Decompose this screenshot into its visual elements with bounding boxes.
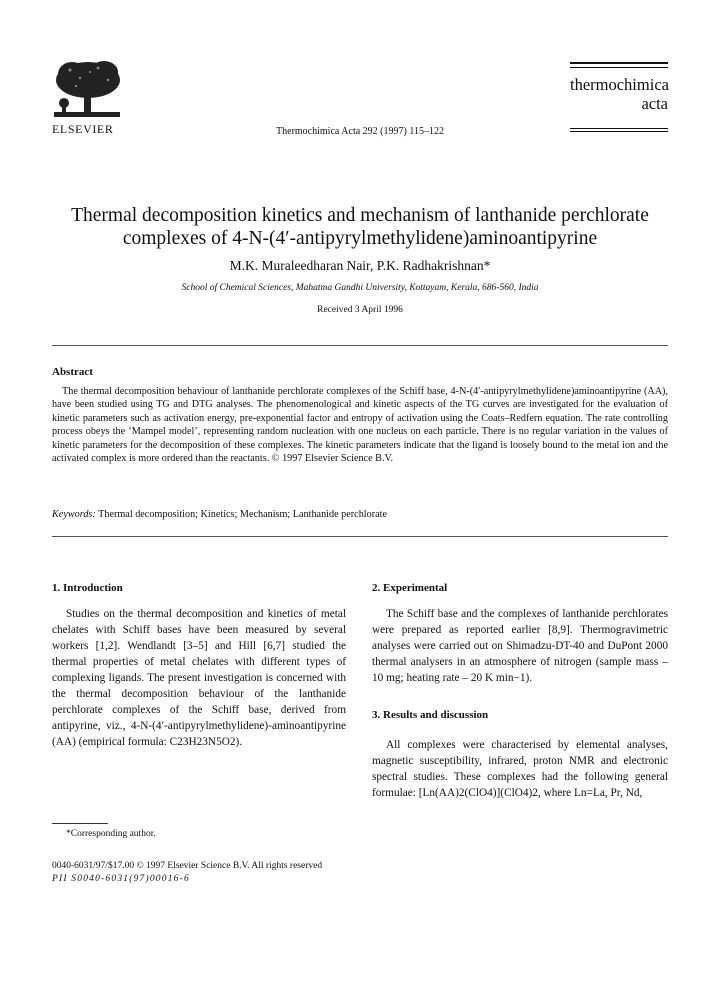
- journal-title: [570, 75, 668, 113]
- results-text: All complexes were characterised by elemental analyses, magnetic susceptibility, infrared, proton NMR and electronic spectral studies. These complexes had the following general formulae: [Ln(AA)2(ClO4)](ClO4)2, where Ln=La, Pr, Nd,: [372, 739, 668, 799]
- journal-rule: [570, 131, 668, 132]
- publisher-name: ELSEVIER: [52, 122, 114, 136]
- journal-rule: [570, 62, 668, 64]
- abstract-heading: Abstract: [52, 366, 93, 378]
- received-date: Received 3 April 1996: [317, 305, 403, 315]
- copyright-block: [52, 860, 322, 886]
- title-line: Thermal decomposition kinetics and mechanism of lanthanide perchlorate: [71, 205, 649, 226]
- title-line: complexes of 4-N-(4′-antipyrylmethylidene)aminoantipyrine: [122, 228, 598, 249]
- divider: [52, 536, 668, 537]
- section-heading-experimental: 2. Experimental: [372, 582, 448, 594]
- journal-rule: [570, 128, 668, 129]
- keywords: [52, 509, 668, 520]
- keywords-label: Keywords:: [52, 509, 96, 520]
- journal-citation: Thermochimica Acta 292 (1997) 115–122: [276, 126, 444, 137]
- footnote-rule: [52, 823, 108, 824]
- copyright-line: 0040-6031/97/$17.00 © 1997 Elsevier Science B.V. All rights reserved: [52, 861, 323, 871]
- elsevier-tree-logo: [50, 58, 124, 120]
- experimental-text: The Schiff base and the complexes of lanthanide perchlorates were prepared as reported earlier [8,9]. Thermogravimetric analyses were carried out on Shimadzu-DT-40 and DuPont 2000 thermal analysers in an atmosphere of nitrogen (sample mass – 10 mg; heating rate – 20 K min−1).: [372, 608, 668, 684]
- affiliation: School of Chemical Sciences, Mahatma Gandhi University, Kottayam, Kerala, 686-560, India: [181, 283, 539, 293]
- journal-title-line: acta: [641, 94, 668, 113]
- abstract-text: The thermal decomposition behaviour of lanthanide perchlorate complexes of the Schiff base, 4-N-(4′-antipyrylmethylidene)aminoantipyrine (AA), have been studied using TG and DTG analyses. The phenomenological and kinetic aspects of the TG curves are investigated for the evaluation of kinetic parameters such as activation energy, pre-exponential factor and entropy of activation using the Coats–Redfern equation. The rate controlling process obeys the ‘Mampel model’, representing random nucleation with one nucleus on each particle. There is no regular variation in the values of kinetic parameters for the decomposition of these complexes. The kinetic parameters indicate that the ligand is loosely bound to the metal ion and the activated complex is more ordered than the reactants. © 1997 Elsevier Science B.V.: [52, 386, 668, 465]
- article-title: [40, 204, 680, 250]
- section-heading-introduction: 1. Introduction: [52, 582, 123, 594]
- footnote: *Corresponding author.: [66, 829, 156, 839]
- authors: M.K. Muraleedharan Nair, P.K. Radhakrishnan*: [229, 258, 491, 273]
- divider: [52, 345, 668, 346]
- journal-title-line: thermochimica: [570, 75, 669, 94]
- section-heading-results: 3. Results and discussion: [372, 709, 489, 721]
- pii-line: PII S0040-6031(97)00016-6: [52, 874, 190, 884]
- journal-rule: [570, 67, 668, 68]
- introduction-text: Studies on the thermal decomposition and kinetics of metal chelates with Schiff bases have been measured by several workers [1,2]. Wendlandt [3–5] and Hill [6,7] studied the thermal properties of metal chelates with different types of complexing ligands. The present investigation is concerned with the thermal decomposition behaviour of the lanthanide perchlorate complexes of the Schiff base, derived from antipyrine, viz., 4-N-(4′-antipyrylmethylidene)-aminoantipyrine (AA) (empirical formula: C23H23N5O2).: [52, 608, 346, 748]
- keywords-list: Thermal decomposition; Kinetics; Mechanism; Lanthanide perchlorate: [98, 509, 387, 520]
